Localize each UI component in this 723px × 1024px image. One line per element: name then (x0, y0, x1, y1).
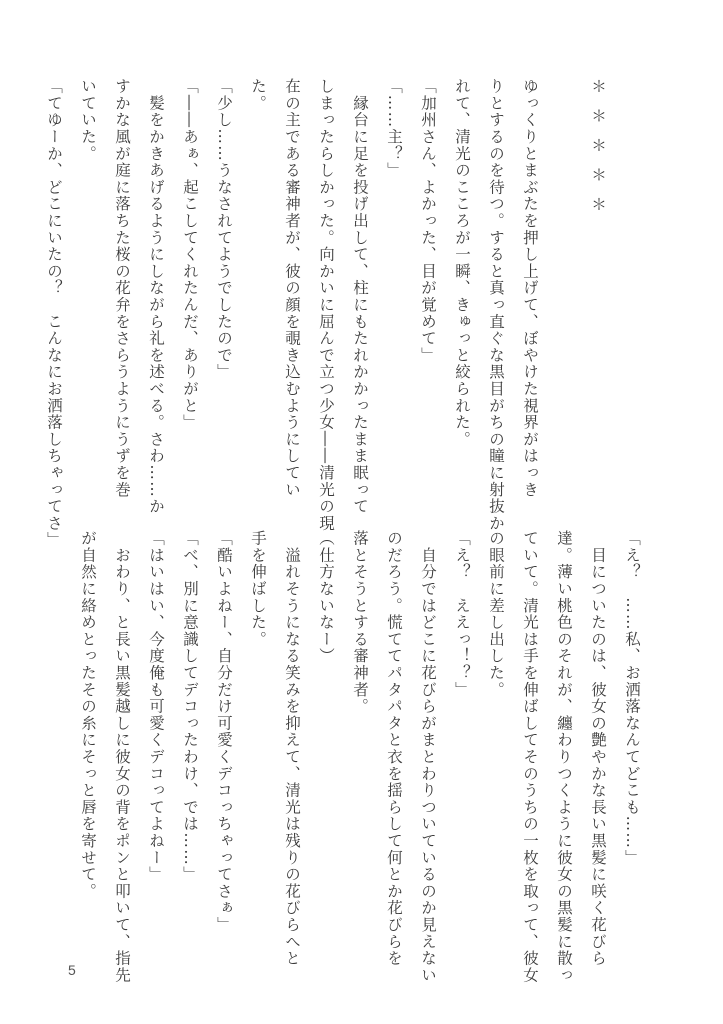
upper-text-line: 「加州さん、よかった、目が覚めて」 (419, 78, 437, 364)
lower-text-line: 手を伸ばした。 (249, 530, 267, 648)
section-break: ＊＊＊＊＊ (589, 78, 607, 226)
lower-text-line: 目についたのは、彼女の艶やかな長い黒髪に咲く花びら (589, 530, 607, 967)
upper-text-line (547, 78, 581, 488)
lower-text-line: 「え？ ええっ！？」 (453, 530, 471, 698)
upper-text-line: すかな風が庭に落ちた桜の花弁をさらうようにうずを巻 (113, 78, 131, 498)
lower-text-line: 「べ、別に意識してデコったわけ、では……」 (181, 530, 199, 883)
lower-text-line: （仕方ないなー） (317, 530, 335, 665)
upper-text-line: 縁台に足を投げ出して、柱にもたれかかったまま眠って (351, 78, 369, 515)
upper-text-line: 「てゆーか、どこにいたの？ こんなにお洒落しちゃってさ」 (45, 78, 63, 549)
upper-text-line: 「少し……うなされてようでしたので」 (215, 78, 233, 381)
upper-text-line: りとするのを待つ。すると真っ直ぐな黒目がちの瞳に射抜か (487, 78, 505, 532)
upper-text-line: しまったらしかった。向かいに屈んで立つ少女――清光の現 (317, 78, 335, 532)
upper-text-line: 「……主？」 (385, 78, 403, 179)
upper-text-line: 在の主である審神者が、彼の顔を覗き込むようにしてい (283, 78, 301, 498)
upper-text-line (615, 78, 649, 488)
lower-text-line: 「え？ ……私、お洒落なんてどこも……」 (623, 530, 641, 866)
lower-text-line: の眼前に差し出した。 (487, 530, 505, 698)
lower-text-line: 「酷いよねー、自分だけ可愛くデコっちゃってさぁ」 (215, 530, 233, 934)
text-block-lower (71, 530, 649, 984)
upper-text-line: れて、清光のこころが一瞬、きゅっと絞られた。 (453, 78, 471, 448)
lower-text-line: 溢れそうになる笑みを抑えて、清光は残りの花びらへと (283, 530, 301, 967)
page-number: 5 (68, 962, 76, 978)
lower-text-line: 「はいはい、今度俺も可愛くデコってよねー」 (147, 530, 165, 883)
lower-text-line: ていて。清光は手を伸ばしてそのうちの一枚を取って、彼女 (521, 530, 539, 984)
lower-text-line: 達。薄い桃色のそれが、纏わりつくように彼女の黒髪に散っ (555, 530, 573, 984)
lower-text-line: のだろう。慌ててパタパタと衣を揺らして何とか花びらを (385, 530, 403, 967)
text-block-upper (37, 78, 649, 549)
upper-text-line: た。 (249, 78, 267, 112)
upper-text-line: 「――あぁ、起こしてくれたんだ、ありがと」 (181, 78, 199, 431)
upper-text-line: いていた。 (79, 78, 97, 162)
lower-text-line: 自分ではどこに花びらがまとわりついているのか見えない (419, 530, 437, 984)
upper-text-line: ゆっくりとまぶたを押し上げて、ぼやけた視界がはっき (521, 78, 539, 498)
upper-text-line: 髪をかきあげるようにしながら礼を述べる。さわ……か (147, 78, 165, 515)
lower-text-line: 落とそうとする審神者。 (351, 530, 369, 715)
lower-text-line: が自然に絡めとったその糸にそっと唇を寄せて。 (79, 530, 97, 900)
lower-text-line: おわり、と長い黒髪越しに彼女の背をポンと叩いて、指先 (113, 530, 131, 984)
